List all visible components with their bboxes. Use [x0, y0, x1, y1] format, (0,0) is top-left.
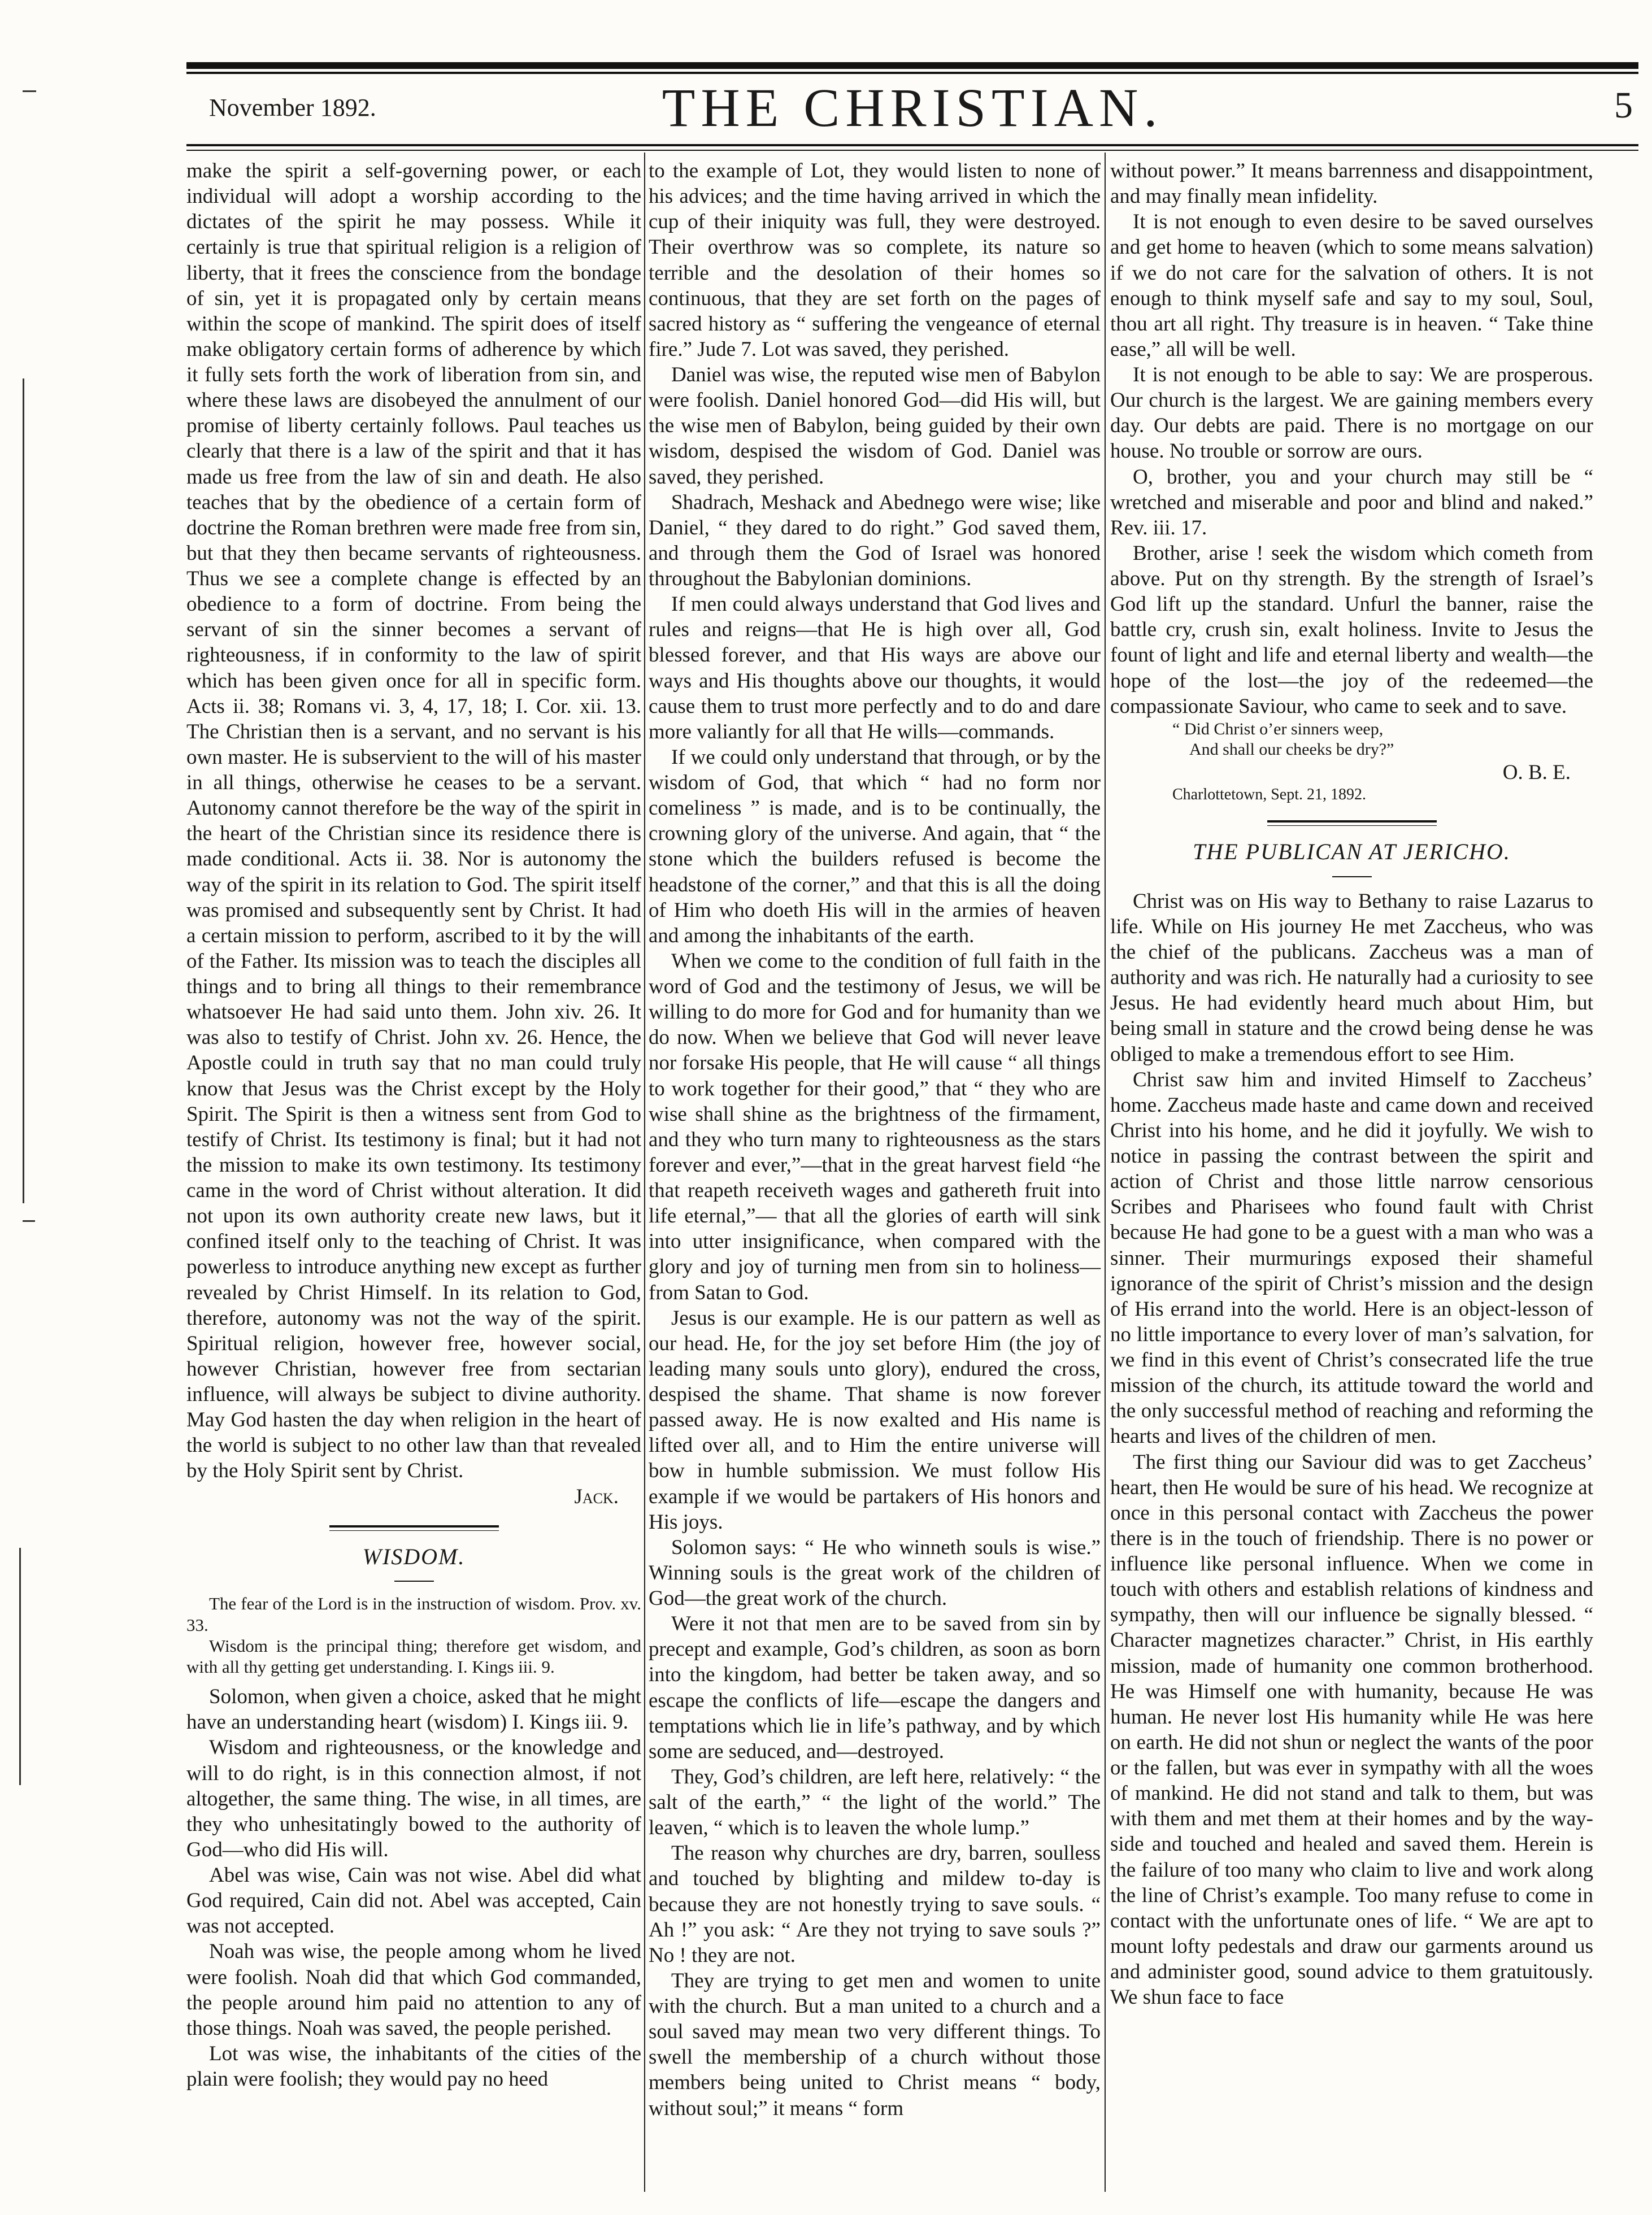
epigraph: Wisdom is the principal thing; therefore get wisdom, and with all thy getting get understanding. I. Kings iii. 9. [186, 1635, 641, 1677]
article-paragraph: make the spirit a self-governing power, or each individual will adopt a worship according to the dictates of the spirit he may possess. While it certainly is true that spiritual religion is a religion of liberty, that it frees the conscience from the bondage of sin, yet it is propagated only by certain means within the scope of mankind. The spirit does of itself make obligatory certain forms of adherence by which it fully sets forth the work of liberation from sin, and where these laws are disobeyed the annulment of our promise of liberty certainly follows. Paul teaches us clearly that there is a law of the spirit and that it has made us free from the law of sin and death. He also teaches that by the obedience of a certain form of doctrine the Roman brethren were made free from sin, but that they then became servants of righteousness. Thus we see a complete change is effected by an obedience to a form of doctrine. From being the servant of sin the sinner becomes a servant of righteousness, if in conformity to the law of spirit which has been given once for all in specific form. Acts ii. 38; Romans vi. 3, 4, 17, 18; I. Cor. xii. 13. The Christian then is a servant, and no servant is his own master. He is subservient to the will of his master in all things, otherwise he ceases to be a servant. Autonomy cannot therefore be the way of the spirit in the heart of the Christian since its residence there is made conditional. Acts ii. 38. Nor is autonomy the way of the spirit in its relation to God. The spirit itself was promised and subsequently sent by Christ. It had a certain mission to perform, ascribed to it by the will of the Father. Its mission was to teach the disciples all things and to bring all things to their remembrance whatsoever He had said unto them. John xiv. 26. It was also to testify of Christ. John xv. 26. Hence, the Apostle could in truth say that no man could truly know that Jesus was the Christ except by the Holy Spirit. The Spirit is then a witness sent from God to testify of Christ. Its testimony is final; but it had not the mission to make its own testimony. Its testimony came in the word of Christ without alteration. It did not upon its own authority create new laws, but it confined itself only to the teaching of Christ. It was powerless to introduce anything new except as further revealed by Christ Himself. In its relation to God, therefore, autonomy was not the way of the spirit. Spiritual religion, however free, however social, however Christian, however free from sectarian influence, will always be subject to divine authority. May God hasten the day when religion in the heart of the world is subject to no other law than that revealed by the Holy Spirit sent by Christ. [186, 159, 641, 1483]
epigraph: The fear of the Lord is in the instruction of wisdom. Prov. xv. 33. [186, 1594, 641, 1635]
margin-mark [23, 90, 36, 92]
article-paragraph: The first thing our Saviour did was to get Zaccheus’ heart, then He would be sure of his head. We recognize at once in this personal contact with Zaccheus the power there is in the touch of friendship. There is no power or influence like personal influence. When we come in touch with others and establish relations of kindness and sympathy, then will our influence be signally blessed. “ Character magnetizes character.” Christ, in His earthly mission, made of humanity one common brotherhood. He was Himself one with humanity, because He was human. He never lost His humanity while He was here on earth. He did not shun or neglect the wants of the poor or the fallen, but was ever in sympathy with all the woes of mankind. He did not stand and talk to them, but was with them and met them at their homes and by the way-side and touched and healed and saved them. Herein is the failure of too many who claim to live and work along the line of Christ’s example. Too many refuse to come in contact with the unfortunate ones of life. “ We are apt to mount lofty pedestals and draw our garments around us and administer good, sound advice to them gratuitously. We shun face to face [1110, 1450, 1593, 2009]
masthead-title: THE CHRISTIAN. [662, 77, 1163, 138]
poem-line: “ Did Christ o’er sinners weep, [1172, 719, 1384, 738]
margin-mark [23, 1220, 35, 1222]
article-signature [186, 1484, 641, 1509]
article-paragraph: Wisdom and righteousness, or the knowledge and will to do right, is in this connection almost, if not altogether, the same thing. The wise, in all times, are they who unhesitatingly bowed to the authority of God—who did His will. [186, 1736, 641, 1861]
margin-bracket [19, 1548, 21, 1785]
column-1 [186, 158, 641, 2092]
dateline: Charlottetown, Sept. 21, 1892. [1172, 785, 1366, 803]
article-paragraph: Noah was wise, the people among whom he lived were foolish. Noah did that which God commanded, the people around him paid no attention to any of those things. Noah was saved, the people perished. [186, 1940, 641, 2040]
article-paragraph: The reason why churches are dry, barren, soulless and touched by blighting and mildew to-day is because they are not honestly trying to save souls. “ Ah !” you ask: “ Are they not trying to save souls ?” No ! they are not. [649, 1842, 1101, 1967]
column-divider [644, 153, 645, 2192]
article-paragraph: If men could always understand that God lives and rules and reigns—that He is high over all, God blessed forever, and that His ways are above our ways and His thoughts above our thoughts, it would cause them to trust more perfectly and to do and dare more valiantly for all that He wills—commands. [649, 593, 1101, 743]
article-paragraph: They, God’s children, are left here, relatively: “ the salt of the earth,” “ the light of the world.” The leaven, “ which is to leaven the whole lump.” [649, 1765, 1101, 1840]
poem-line: And shall our cheeks be dry?” [1189, 739, 1394, 759]
header-rule [186, 62, 1638, 69]
article-paragraph: Lot was wise, the inhabitants of the cities of the plain were foolish; they would pay no heed [186, 2042, 641, 2091]
section-rule [329, 1525, 499, 1531]
article-paragraph: Daniel was wise, the reputed wise men of Babylon were foolish. Daniel honored God—did His will, but the wise men of Babylon, being guided by their own wisdom, despised the wisdom of God. Daniel was saved, they perished. [649, 363, 1101, 489]
article-paragraph: O, brother, you and your church may still be “ wretched and miserable and poor and blind and naked.” Rev. iii. 17. [1110, 465, 1593, 539]
header-rule [186, 144, 1638, 146]
issue-date: November 1892. [209, 94, 376, 121]
margin-bracket [23, 378, 24, 1203]
heading-rule [1332, 876, 1372, 877]
article-paragraph: without power.” It means barrenness and disappointment, and may finally mean infidelity. [1110, 159, 1593, 208]
article-paragraph: When we come to the condition of full faith in the word of God and the testimony of Jesus, we will be willing to do more for God and for humanity than we do now. When we believe that God will never leave nor forsake His people, that He will cause “ all things to work together for their good,” that “ they who are wise shall shine as the brightness of the firmament, and they who turn many to righteousness as the stars forever and ever,”—that in the great harvest field “he that reapeth receiveth wages and gathereth fruit into life eternal,”— that all the glories of earth will sink into utter insignificance, when compared with the glory and joy of turning men from sin to holiness— from Satan to God. [649, 949, 1101, 1304]
signature: Jack. [574, 1485, 619, 1508]
article-paragraph: Solomon says: “ He who winneth souls is wise.” Winning souls is the great work of the children of God—the great work of the church. [649, 1535, 1101, 1610]
article-paragraph: Brother, arise ! seek the wisdom which cometh from above. Put on thy strength. By the strength of Israel’s God lift up the standard. Unfurl the banner, raise the battle cry, crush sin, exalt holiness. Invite to Jesus the fount of light and life and eternal liberty and wealth—the hope of the lost—the joy of the redeemed—the compassionate Saviour, who came to seek and to save. [1110, 541, 1593, 718]
column-divider [1105, 153, 1106, 2192]
column-3 [1110, 158, 1593, 2010]
article-paragraph: It is not enough to even desire to be saved ourselves and get home to heaven (which to some means salvation) if we do not care for the salvation of others. It is not enough to think myself safe and say to my soul, Soul, thou art all right. Thy treasure is in heaven. “ Take thine ease,” all will be well. [1110, 210, 1593, 361]
article-paragraph: Christ was on His way to Bethany to raise Lazarus to life. While on His journey He met Zaccheus, who was the chief of the publicans. Zaccheus was a man of authority and was rich. He naturally had a curiosity to see Jesus. He had evidently heard much about Him, but being small in stature and the crowd being dense he was obliged to make a tremendous effort to see Him. [1110, 889, 1593, 1066]
signature: O. B. E. [1502, 760, 1571, 784]
header-rule [186, 150, 1638, 151]
column-2 [649, 158, 1101, 2121]
article-paragraph: Shadrach, Meshack and Abednego were wise; like Daniel, “ they dared to do right.” God saved them, and through them the God of Israel was honored throughout the Babylonian dominions. [649, 490, 1101, 590]
section-rule [1267, 820, 1437, 826]
article-paragraph: to the example of Lot, they would listen to none of his advices; and the time having arrived in which the cup of their iniquity was full, they were destroyed. Their overthrow was so complete, its nature so terrible and the desolation of their homes so continuous, that they are set forth on the pages of sacred history as “ suffering the vengeance of eternal fire.” Jude 7. Lot was saved, they perished. [649, 159, 1101, 361]
article-paragraph: Were it not that men are to be saved from sin by precept and example, God’s children, as soon as born into the kingdom, had better be taken away, and so escape the conflicts of life—escape the dangers and temptations which lie in life’s pathway, and by which some are seduced, and—destroyed. [649, 1612, 1101, 1763]
article-paragraph: If we could only understand that through, or by the wisdom of God, that which “ had no form nor comeliness ” is made, and is to be continually, the crowning glory of the universe. And again, that “ the stone which the builders refused is become the headstone of the corner,” and that this is all the doing of Him who doeth His will in the armies of heaven and among the inhabitants of the earth. [649, 745, 1101, 947]
section-heading: THE PUBLICAN AT JERICHO. [1193, 839, 1511, 865]
article-paragraph: Jesus is our example. He is our pattern as well as our head. He, for the joy set before Him (the joy of leading many souls unto glory), endured the cross, despised the shame. That shame is now forever passed away. He is now exalted and His name is lifted over all, and to Him the entire universe will bow in humble submission. We must follow His example if we would be partakers of His honors and His joys. [649, 1306, 1101, 1534]
article-paragraph: It is not enough to be able to say: We are prosperous. Our church is the largest. We are gaining members every day. Our debts are paid. There is no mortgage on our house. No trouble or sorrow are ours. [1110, 363, 1593, 463]
section-heading: WISDOM. [362, 1543, 466, 1569]
page-number: 5 [1614, 85, 1633, 126]
article-paragraph: Abel was wise, Cain was not wise. Abel did what God required, Cain did not. Abel was accepted, Cain was not accepted. [186, 1864, 641, 1938]
heading-rule [394, 1581, 434, 1582]
page-header [186, 76, 1638, 144]
header-rule [186, 72, 1638, 74]
article-paragraph: They are trying to get men and women to unite with the church. But a man united to a church and a soul saved may mean two very different things. To swell the membership of a church without those members being united to Christ means “ body, without soul;” it means “ form [649, 1969, 1101, 2120]
article-paragraph: Solomon, when given a choice, asked that he might have an understanding heart (wisdom) I. Kings iii. 9. [186, 1685, 641, 1734]
article-paragraph: Christ saw him and invited Himself to Zaccheus’ home. Zaccheus made haste and came down and received Christ into his home, and he did it joyfully. We wish to notice in passing the contrast between the spirit and action of Christ and those little narrow censorious Scribes and Pharisees who found fault with Christ because He had gone to be a guest with a man who was a sinner. Their murmurings exposed their shameful ignorance of the spirit of Christ’s mission and the design of His errand into the world. Here is an object-lesson of no little importance to every lover of man’s salvation, for we find in this event of Christ’s consecrated life the true mission of the church, its attitude toward the world and the only successful method of reaching and reforming the hearts and lives of the children of men. [1110, 1068, 1593, 1448]
